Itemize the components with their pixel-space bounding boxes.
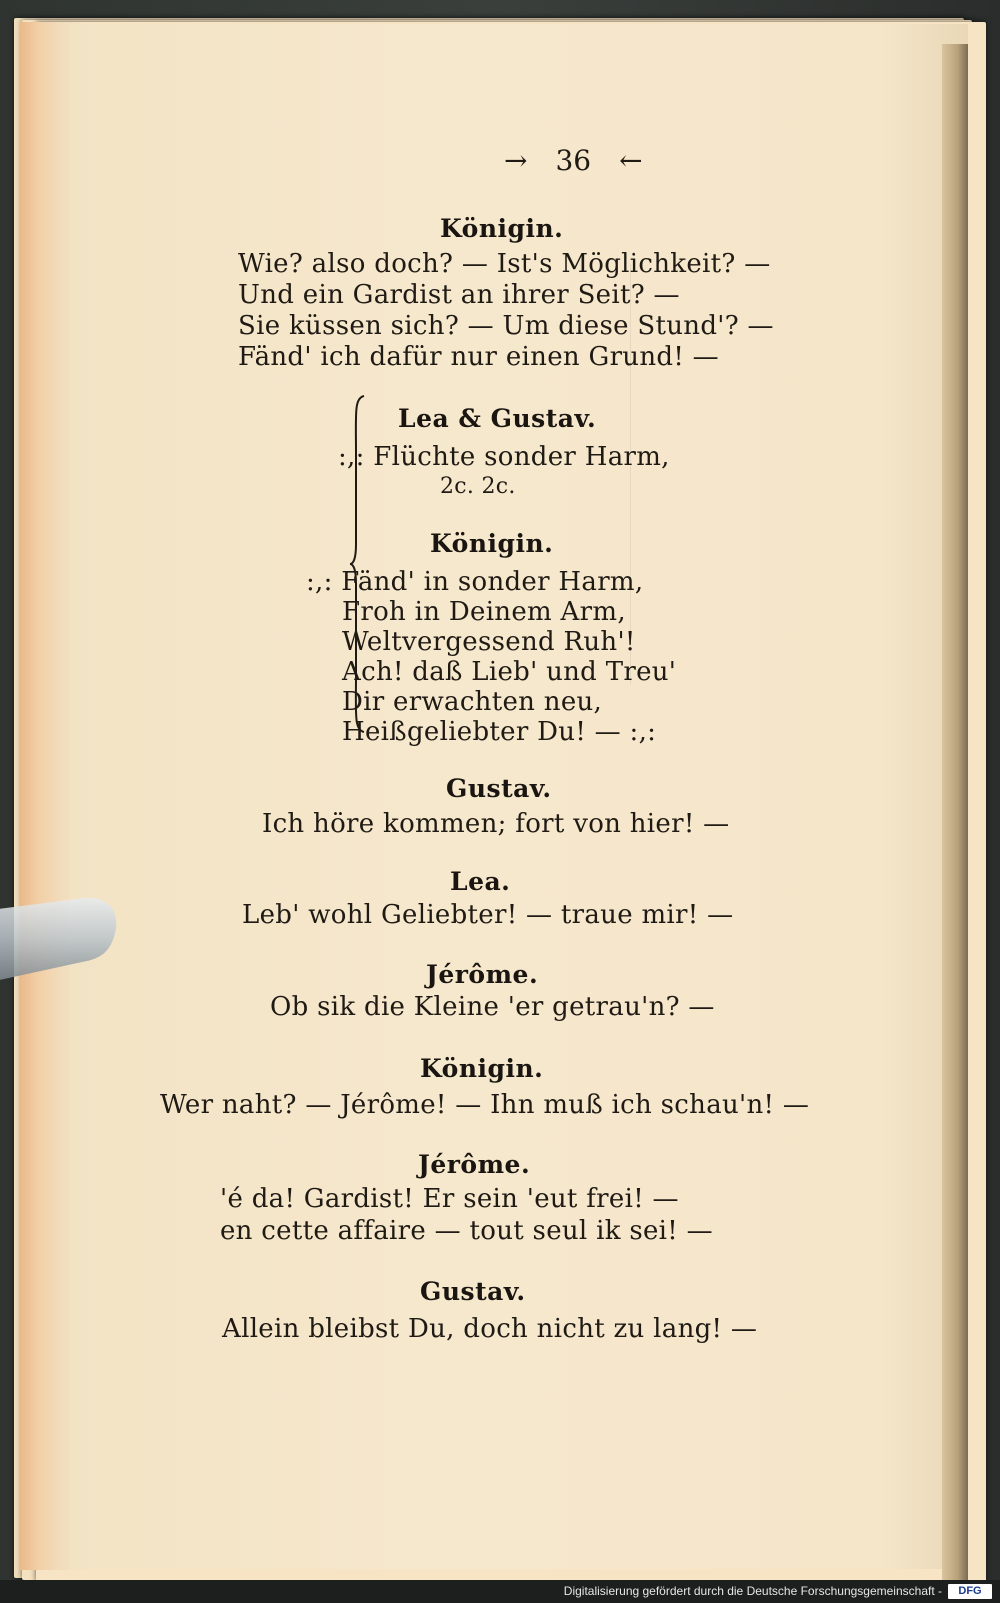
page-number bbox=[490, 144, 657, 177]
page-number-value: 36 bbox=[555, 144, 592, 177]
speaker-heading: Gustav. bbox=[446, 774, 552, 803]
book-page bbox=[70, 24, 968, 1569]
right-arrow-ornament-icon: → bbox=[504, 144, 528, 177]
verse-line: Und ein Gardist an ihrer Seit? — bbox=[238, 280, 680, 310]
verse-line: Fänd' ich dafür nur einen Grund! — bbox=[238, 342, 719, 372]
verse-line: Wie? also doch? — Ist's Möglichkeit? — bbox=[238, 249, 771, 279]
verse-line: :,: Fänd' in sonder Harm, bbox=[306, 567, 644, 597]
verse-line: 2c. 2c. bbox=[440, 474, 516, 499]
speaker-heading: Königin. bbox=[430, 529, 554, 558]
verse-line: Ob sik die Kleine 'er getrau'n? — bbox=[270, 992, 715, 1022]
footer-credit: Digitalisierung gefördert durch die Deutsche Forschungsgemeinschaft - bbox=[563, 1584, 942, 1598]
speaker-heading: Königin. bbox=[440, 214, 564, 243]
speaker-heading: Lea. bbox=[450, 867, 511, 896]
left-arrow-ornament-icon: ← bbox=[619, 144, 643, 177]
verse-line: Ach! daß Lieb' und Treu' bbox=[342, 657, 677, 687]
speaker-heading: Gustav. bbox=[420, 1277, 526, 1306]
page-spine bbox=[942, 44, 968, 1599]
verse-line: Froh in Deinem Arm, bbox=[342, 597, 626, 627]
verse-line: 'é da! Gardist! Er sein 'eut frei! — bbox=[220, 1184, 679, 1214]
page-holder-clip bbox=[0, 890, 120, 990]
verse-line: en cette affaire — tout seul ik sei! — bbox=[220, 1216, 713, 1246]
footer-bar bbox=[0, 1580, 1000, 1603]
verse-line: Wer naht? — Jérôme! — Ihn muß ich schau'n! — bbox=[160, 1090, 810, 1120]
speaker-heading: Lea & Gustav. bbox=[398, 404, 597, 433]
verse-line: Weltvergessend Ruh'! bbox=[342, 627, 636, 657]
verse-line: Leb' wohl Geliebter! — traue mir! — bbox=[242, 900, 734, 930]
verse-line: :,: Flüchte sonder Harm, bbox=[338, 442, 670, 472]
speaker-heading: Königin. bbox=[420, 1054, 544, 1083]
dfg-logo-icon: DFG bbox=[948, 1584, 992, 1599]
verse-line: Heißgeliebter Du! — :,: bbox=[342, 717, 657, 747]
verse-line: Ich höre kommen; fort von hier! — bbox=[262, 809, 730, 839]
verse-line: Dir erwachten neu, bbox=[342, 687, 603, 717]
verse-line: Sie küssen sich? — Um diese Stund'? — bbox=[238, 311, 774, 341]
speaker-heading: Jérôme. bbox=[418, 1150, 531, 1179]
speaker-heading: Jérôme. bbox=[426, 960, 539, 989]
verse-line: Allein bleibst Du, doch nicht zu lang! — bbox=[222, 1314, 758, 1344]
